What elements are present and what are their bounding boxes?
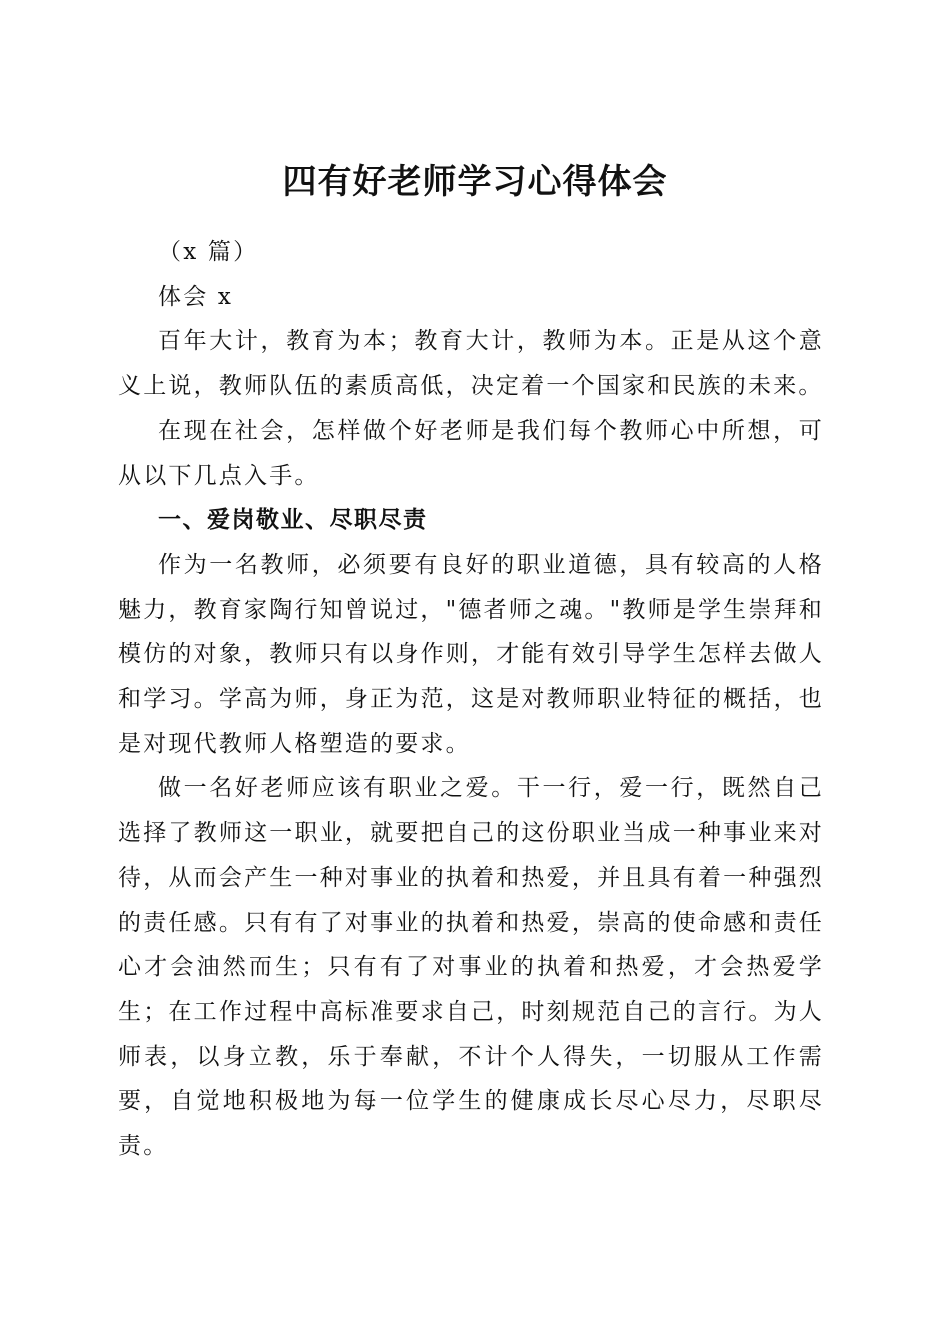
section-count: （x 篇） [158, 239, 259, 265]
paragraph: 在现在社会，怎样做个好老师是我们每个教师心中所想，可从以下几点入手。 [118, 417, 824, 489]
paragraph: 作为一名教师，必须要有良好的职业道德，具有较高的人格魅力，教育家陶行知曾说过，"德者师之魂。"教师是学生崇拜和模仿的对象，教师只有以身作则，才能有效引导学生怎样去做人和学习。学高为师，身正为范，这是对教师职业特征的概括，也是对现代教师人格塑造的要求。 [118, 551, 824, 757]
paragraph: 做一名好老师应该有职业之爱。干一行，爱一行，既然自己选择了教师这一职业，就要把自己的这份职业当成一种事业来对待，从而会产生一种对事业的执着和热爱，并且具有着一种强烈的责任感。只有有了对事业的执着和热爱，崇高的使命感和责任心才会油然而生；只有有了对事业的执着和热爱，才会热爱学生；在工作过程中高标准要求自己，时刻规范自己的言行。为人师表，以身立教，乐于奉献，不计个人得失，一切服从工作需要，自觉地积极地为每一位学生的健康成长尽心尽力，尽职尽责。 [118, 775, 824, 1160]
document-title: 四有好老师学习心得体会 [282, 161, 668, 202]
subtitle: 体会 x [158, 283, 234, 310]
paragraph: 百年大计，教育为本；教育大计，教师为本。正是从这个意义上说，教师队伍的素质高低，决定着一个国家和民族的未来。 [118, 328, 824, 400]
document-body [118, 230, 824, 1169]
section-heading: 一、爱岗敬业、尽职尽责 [158, 507, 428, 534]
